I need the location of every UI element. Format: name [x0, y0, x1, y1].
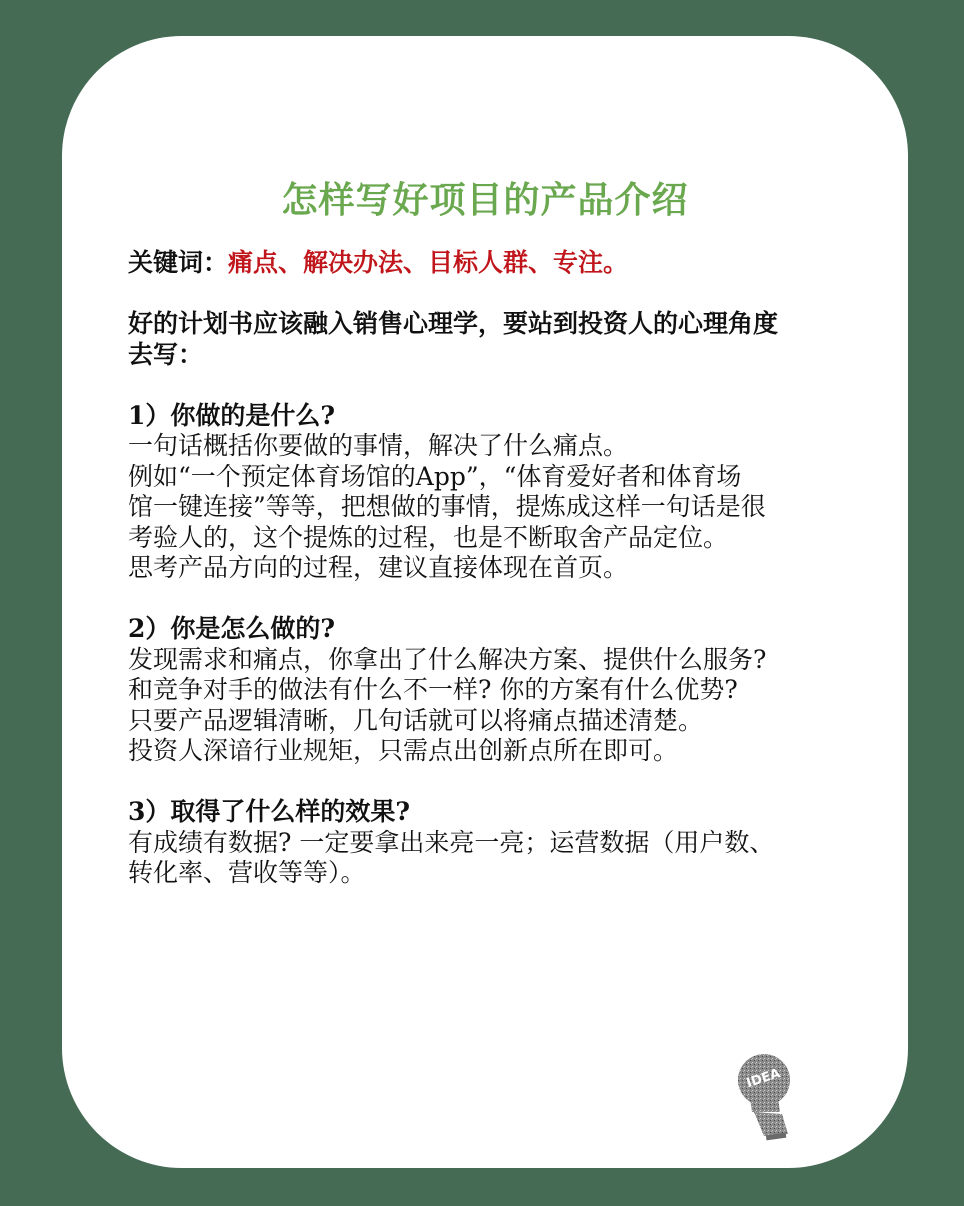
intro-line: 去写：	[128, 339, 204, 369]
section-heading: 1）你做的是什么?	[128, 400, 336, 430]
page-title: 怎样写好项目的产品介绍	[281, 180, 689, 221]
section-line: 投资人深谙行业规矩，只需点出创新点所在即可。	[128, 736, 679, 765]
section-line: 一句话概括你要做的事情，解决了什么痛点。	[128, 431, 629, 460]
section-line: 有成绩有数据? 一定要拿出来亮一亮；运营数据（用户数、	[128, 827, 775, 857]
section-heading: 2）你是怎么做的?	[128, 614, 336, 643]
section-line: 和竞争对手的做法有什么不一样? 你的方案有什么优势?	[128, 675, 738, 704]
section-line: 考验人的，这个提炼的过程，也是不断取舍产品定位。	[128, 522, 729, 552]
keywords-label: 关键词：	[128, 248, 229, 277]
keywords-value: 痛点、解决办法、目标人群、专注。	[228, 248, 629, 277]
article-body	[128, 248, 848, 889]
section-heading: 3）取得了什么样的效果?	[128, 797, 411, 826]
section-line: 转化率、营收等等）。	[128, 858, 366, 887]
section-line: 例如“一个预定体育场馆的App”，“体育爱好者和体育场	[128, 461, 742, 491]
section-line: 只要产品逻辑清晰，几句话就可以将痛点描述清楚。	[128, 705, 704, 735]
idea-logo-text: IDEA	[744, 1066, 783, 1092]
keywords-line	[128, 248, 848, 279]
section-line: 馆一键连接”等等，把想做的事情，提炼成这样一句话是很	[128, 492, 766, 521]
idea-lightbulb-icon	[736, 1050, 800, 1142]
intro-line: 好的计划书应该融入销售心理学，要站到投资人的心理角度	[128, 309, 779, 338]
section-line: 思考产品方向的过程，建议直接体现在首页。	[128, 553, 629, 582]
section-line: 发现需求和痛点，你拿出了什么解决方案、提供什么服务?	[128, 644, 767, 674]
